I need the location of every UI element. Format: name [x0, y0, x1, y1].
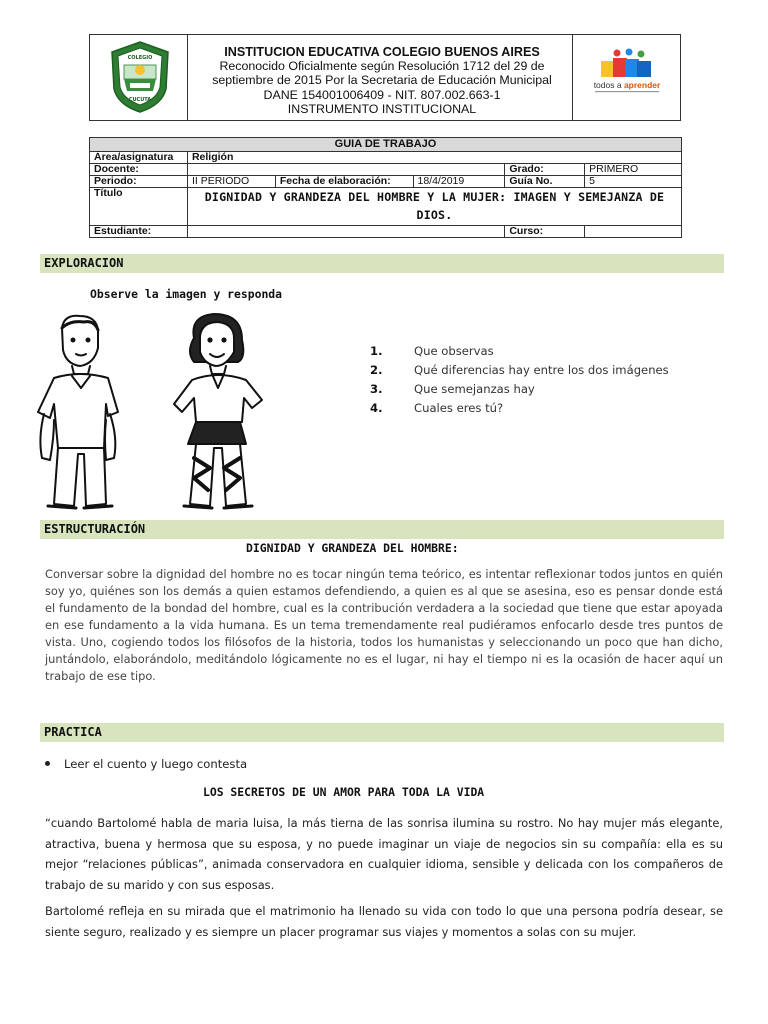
docente-label: Docente: [90, 164, 188, 176]
periodo-label: Periodo: [90, 176, 188, 188]
practica-bullet [45, 757, 247, 771]
grado-value[interactable]: PRIMERO [585, 164, 682, 176]
area-value[interactable]: Religión [187, 152, 681, 164]
section-exploracion: EXPLORACION [40, 254, 724, 273]
institution-header [89, 34, 681, 121]
seal-bottom-text: CUCUTA [128, 97, 152, 103]
docente-value[interactable] [187, 164, 504, 176]
school-seal-icon [106, 39, 174, 115]
dane-nit-line: DANE 154001006409 - NIT. 807.002.663-1 [263, 87, 501, 102]
guia-label: Guía No. [505, 176, 585, 188]
question-number: 2. [370, 363, 383, 377]
seal-top-text: COLEGIO [127, 55, 153, 61]
area-label: Área/asignatura [90, 152, 188, 164]
guia-value[interactable]: 5 [585, 176, 682, 188]
logo-cell [572, 35, 680, 120]
estructuracion-paragraph: Conversar sobre la dignidad del hombre no es tocar ningún tema teórico, es intentar reflexionar todos juntos en quién soy yo, quiénes son los demás a quien estamos defendiendo, a quien es al que se asesina, eso es pensar donde está el fundamento de la bondad del hombre, cual es la contribución verdadera a la sociedad que tiene que estar apoyada en ese fundamento a la vida humana. Es un tema tremendamente real pudiéramos enfocarlo desde tres puntos de vista. Uno, cogiendo todos los filósofos de la historia, todos los humanistas y seleccionando un poco que han dicho, juntándolo, elaborándolo, meditándolo lógicamente no es el lugar, ni hay el tiempo ni es la ocasión de hacer aquí un trabajo de ese tipo. [45, 567, 723, 683]
recognition-line-2: septiembre de 2015 Por la Secretaria de Educación Municipal [212, 73, 552, 88]
question-text: Cuales eres tú? [414, 401, 504, 415]
question-text: Qué diferencias hay entre los dos imágenes [414, 363, 669, 377]
woman-figure [174, 314, 262, 508]
todos-a-aprender-logo-icon [587, 47, 667, 97]
man-figure [38, 316, 118, 508]
logo-text-1: todos a [593, 80, 624, 90]
guide-heading: GUIA DE TRABAJO [90, 138, 682, 152]
curso-value[interactable] [585, 226, 682, 238]
svg-text:todos a aprender [594, 80, 661, 90]
estudiante-label: Estudiante: [90, 226, 188, 238]
work-guide-table [89, 137, 682, 238]
instrument-line: INSTRUMENTO INSTITUCIONAL [287, 101, 477, 116]
question-number: 4. [370, 401, 383, 415]
estructuracion-subtitle: DIGNIDAD Y GRANDEZA DEL HOMBRE: [246, 541, 459, 555]
fecha-value[interactable]: 18/4/2019 [413, 176, 505, 188]
story-paragraph-2: Bartolomé refleja en su mirada que el matrimonio ha llenado su vida con todo lo que una persona podría desear, se siente seguro, realizado y es siempre un placer programar sus viajes y momentos a solas con su mujer. [45, 904, 723, 939]
titulo-value: DIGNIDAD Y GRANDEZA DEL HOMBRE Y LA MUJER: IMAGEN Y SEMEJANZA DE DIOS. [187, 188, 681, 226]
institution-name: INSTITUCION EDUCATIVA COLEGIO BUENOS AIRES [224, 45, 540, 59]
bullet-icon [45, 761, 50, 766]
story-paragraph-1: “cuando Bartolomé habla de maria luisa, la más tierna de las sonrisa ilumina su rostro. No hay mujer más elegante, atractiva, buena y hermosa que su esposa, y no puede imaginar un viaje de negocios sin su compañía: ella es su mejor “relaciones públicas”, animada conservadora en cualquier idioma, sensible y delicada con los compañeros de trabajo de su marido y con sus esposas. [45, 816, 723, 892]
section-estructuracion: ESTRUCTURACIÓN [40, 520, 724, 539]
question-text: Que semejanzas hay [414, 382, 535, 396]
recognition-line-1: Reconocido Oficialmente según Resolución 1712 del 29 de [219, 59, 545, 74]
fecha-label: Fecha de elaboración: [275, 176, 413, 188]
grado-label: Grado: [505, 164, 585, 176]
curso-label: Curso: [505, 226, 585, 238]
question-text: Que observas [414, 344, 494, 358]
periodo-value[interactable]: II PERIODO [187, 176, 275, 188]
exploracion-instruction: Observe la imagen y responda [90, 287, 283, 301]
story-title: LOS SECRETOS DE UN AMOR PARA TODA LA VIDA [203, 785, 485, 799]
man-woman-illustration [14, 308, 334, 514]
seal-cell [90, 35, 188, 120]
logo-text-2: aprender [623, 80, 661, 90]
estudiante-value[interactable] [187, 226, 504, 238]
question-number: 3. [370, 382, 383, 396]
question-number: 1. [370, 344, 383, 358]
bullet-text: Leer el cuento y luego contesta [64, 757, 248, 771]
institution-info [202, 45, 562, 116]
section-practica: PRACTICA [40, 723, 724, 742]
titulo-label: Título [90, 188, 188, 226]
